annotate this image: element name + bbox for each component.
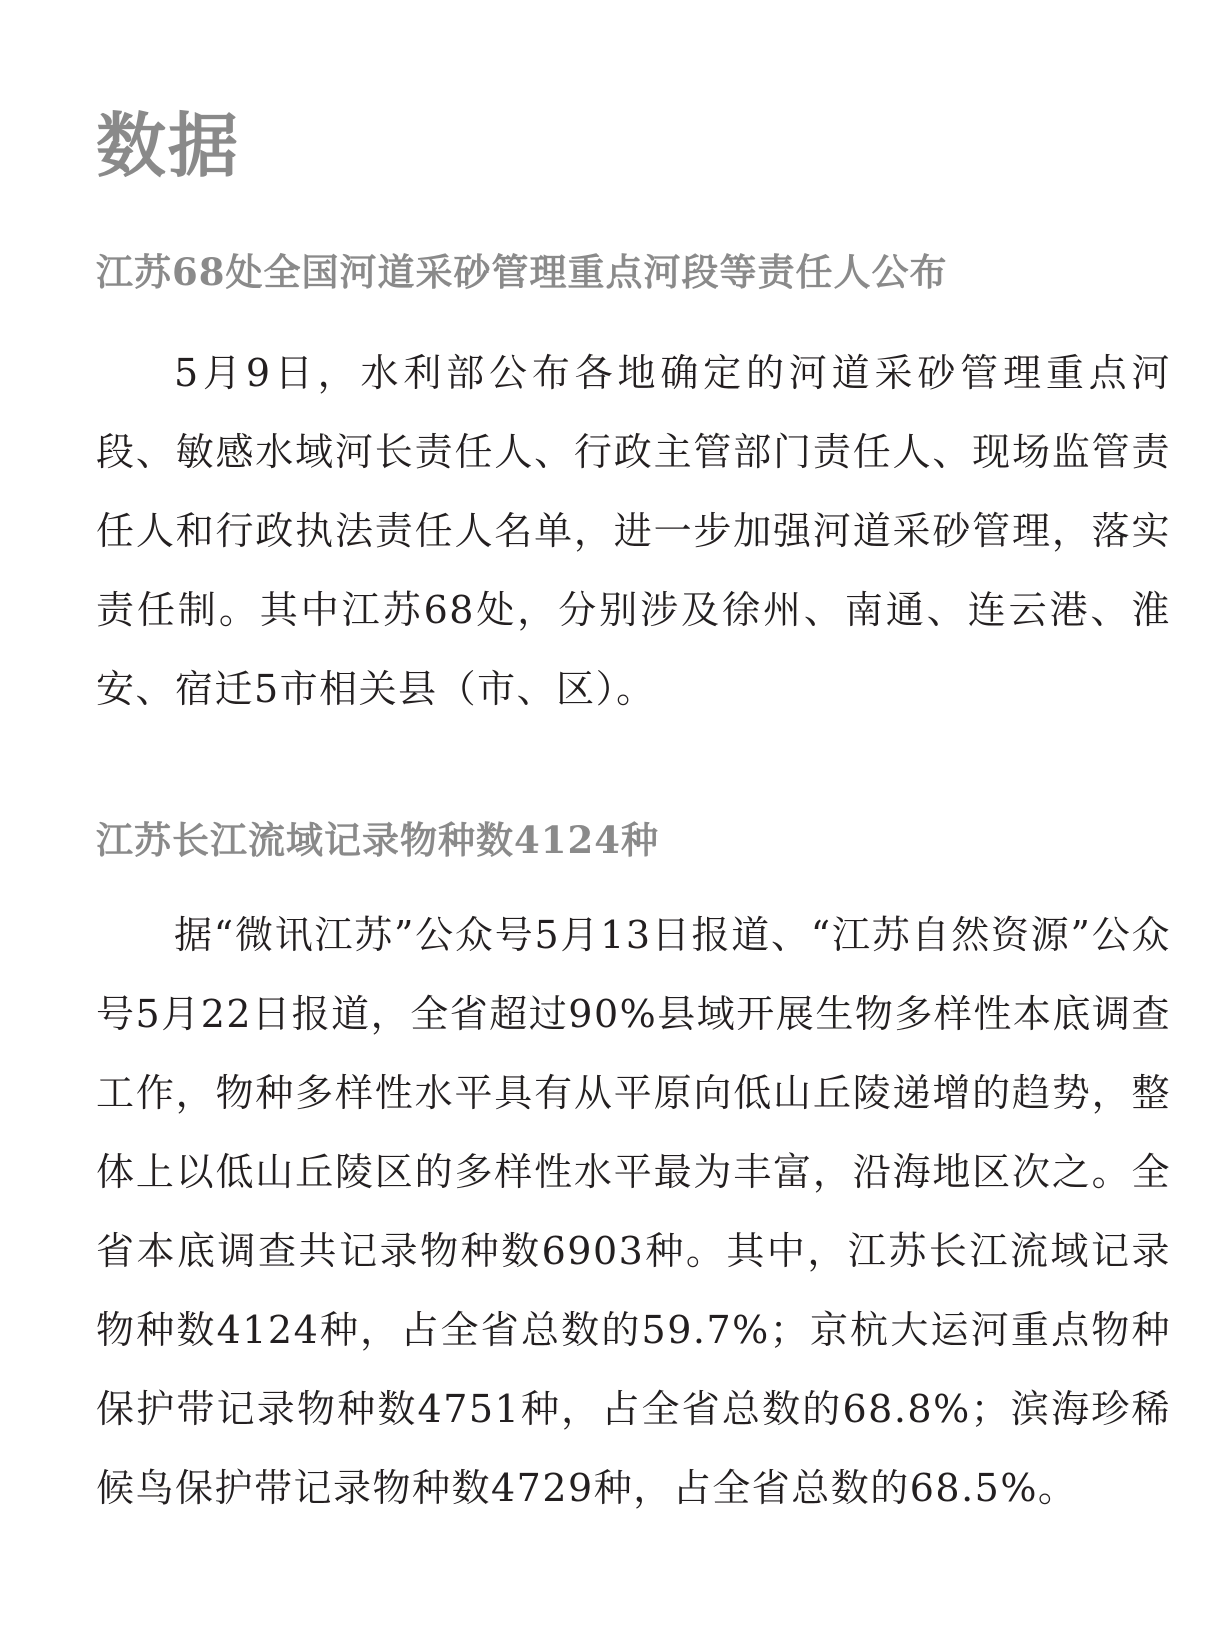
article-body-species-count: 据“微讯江苏”公众号5月13日报道、“江苏自然资源”公众号5月22日报道，全省超过90%县域开展生物多样性本底调查工作，物种多样性水平具有从平原向低山丘陵递增的趋势，整体上以低山丘陵区的多样性水平最为丰富，沿海地区次之。全省本底调查共记录物种数6903种。其中，江苏长江流域记录物种数4124种，占全省总数的59.7%；京杭大运河重点物种保护带记录物种数4751种，占全省总数的68.8%；滨海珍稀候鸟保护带记录物种数4729种，占全省总数的68.5%。 bbox=[96, 913, 1171, 1510]
section-title: 数据 bbox=[96, 105, 240, 187]
article-headline-species-count: 江苏长江流域记录物种数4124种 bbox=[96, 818, 659, 862]
article-headline-sand-mining: 江苏68处全国河道采砂管理重点河段等责任人公布 bbox=[96, 250, 948, 294]
article-body-sand-mining: 5月9日，水利部公布各地确定的河道采砂管理重点河段、敏感水域河长责任人、行政主管部门责任人、现场监管责任人和行政执法责任人名单，进一步加强河道采砂管理，落实责任制。其中江苏68处，分别涉及徐州、南通、连云港、淮安、宿迁5市相关县（市、区）。 bbox=[96, 351, 1171, 711]
